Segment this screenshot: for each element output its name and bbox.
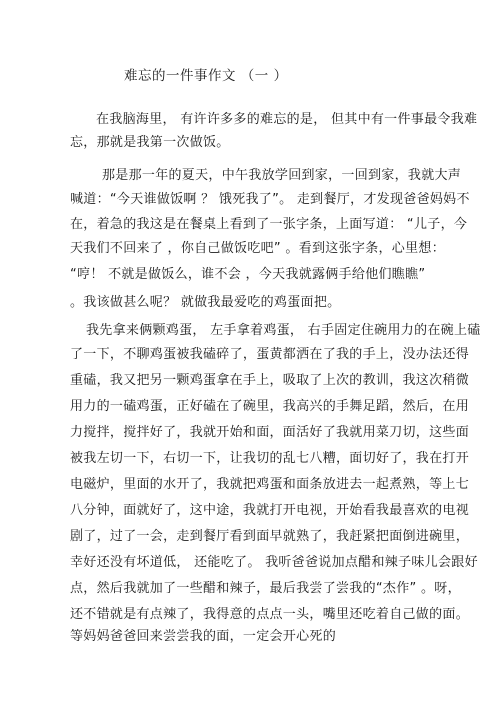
- text-line: 被我左切一下，右切一下，让我切的乱七八糟，面切好了，我在打开: [70, 451, 470, 466]
- text-line: 还不错就是有点辣了，我得意的点点一头，嘴里还吃着自己做的面。: [70, 607, 470, 622]
- text-line: 电磁炉，里面的水开了，我就把鸡蛋和面条放进去一起煮熟，等上七: [70, 477, 470, 492]
- text-line: “哼！ 不就是做饭么，谁不会 ，今天我就露俩手给他们瞧瞧”: [70, 267, 426, 282]
- text-line: 八分钟，面就好了，这中途，我就打开电视，开始看我最喜欢的电视: [70, 503, 470, 518]
- text-line: 幸好还没有坏道低， 还能吃了。 我听爸爸说加点醋和辣子味儿会跟好: [70, 555, 478, 570]
- text-line: 点，然后我就加了一些醋和辣子，最后我尝了尝我的“杰作” 。呀，: [70, 581, 461, 596]
- text-line: 剧了，过了一会，走到餐厅看到面早就熟了，我赶紧把面倒进碗里，: [70, 529, 470, 544]
- text-line: 喊道：“今天谁做饭啊 ？ 饿死我了”。 走到餐厅，才发现爸爸妈妈不: [70, 192, 470, 207]
- text-line: 我先拿来俩颗鸡蛋， 左手拿着鸡蛋， 右手固定住碗用力的在碗上磕: [86, 323, 481, 338]
- text-line: 重磕，我又把另一颗鸡蛋拿在手上，吸取了上次的教训，我这次稍微: [70, 373, 470, 388]
- text-line: 天我们不回来了 ，你自己做饭吃吧” 。看到这张字条，心里想：: [70, 241, 445, 256]
- text-line: 。我该做甚么呢？ 就做我最爱吃的鸡蛋面把。: [70, 295, 341, 310]
- text-line: 等妈妈爸爸回来尝尝我的面，一定会开心死的: [70, 629, 337, 644]
- essay-title: 难忘的一件事作文 （一 ）: [124, 68, 288, 84]
- text-line: 忘，那就是我第一次做饭。: [70, 135, 230, 150]
- text-line: 在我脑海里， 有许许多多的难忘的是， 但其中有一件事最令我难: [96, 112, 478, 127]
- text-line: 那是那一年的夏天，中午我放学回到家，一回到家，我就大声: [102, 168, 462, 183]
- text-line: 用力的一磕鸡蛋，正好磕在了碗里，我高兴的手舞足蹈，然后，在用: [70, 399, 470, 414]
- text-line: 力搅拌，搅拌好了，我就开始和面，面活好了我就用菜刀切，这些面: [70, 425, 470, 440]
- text-line: 了一下，不聊鸡蛋被我磕碎了，蛋黄都洒在了我的手上，没办法还得: [70, 347, 470, 362]
- text-line: 在，着急的我这是在餐桌上看到了一张字条，上面写道： “儿子，今: [70, 217, 468, 232]
